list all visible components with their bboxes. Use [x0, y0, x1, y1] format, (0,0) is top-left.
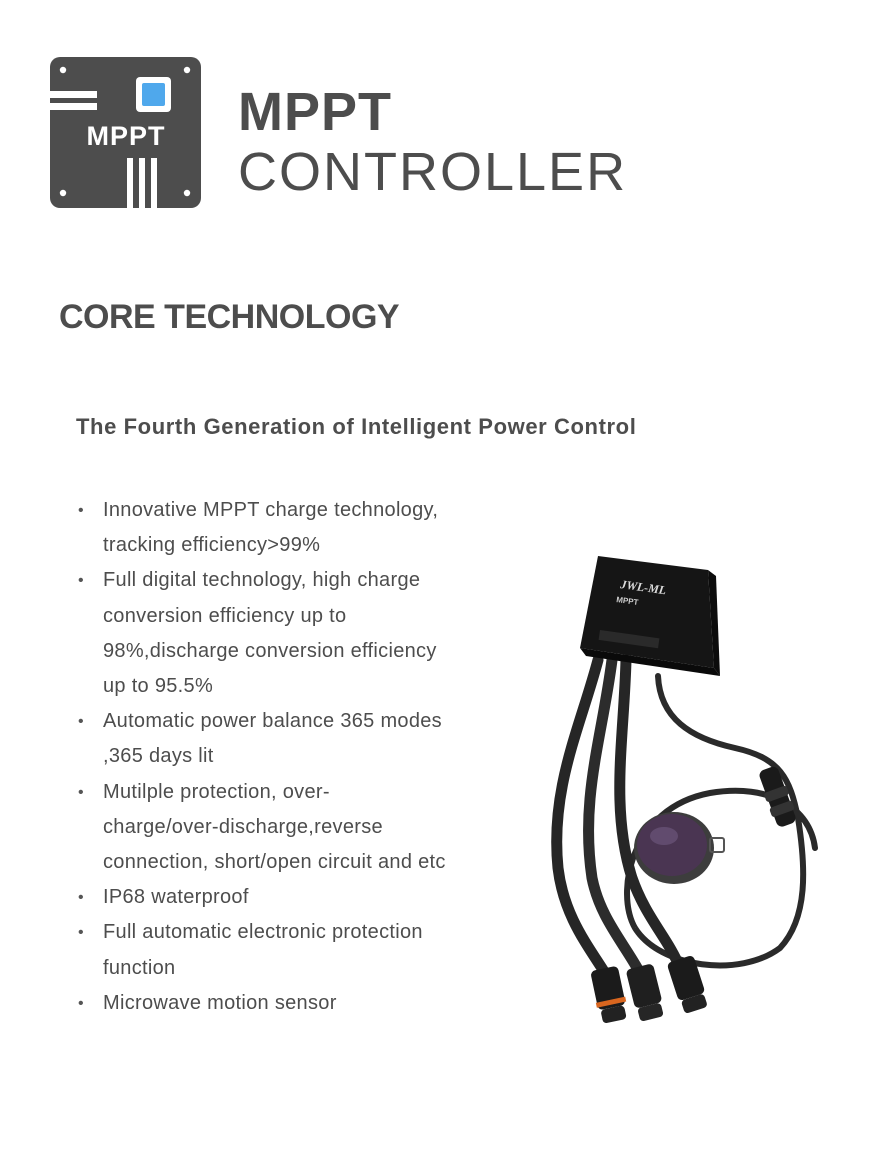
bullet-icon: •: [78, 783, 84, 801]
feature-item: [78, 493, 498, 563]
product-type-label: MPPT: [615, 595, 639, 608]
feature-line: function: [103, 956, 176, 979]
feature-line: IP68 waterproof: [103, 886, 249, 909]
feature-item: [78, 563, 498, 704]
title-line-2: CONTROLLER: [238, 142, 628, 202]
feature-line: Innovative MPPT charge technology,: [103, 499, 439, 521]
feature-line: Microwave motion sensor: [103, 991, 337, 1014]
bullet-icon: •: [78, 502, 84, 519]
section-subheading: The Fourth Generation of Intelligent Power Control: [76, 414, 637, 439]
page-title: [238, 82, 627, 202]
bullet-icon: •: [78, 924, 84, 942]
feature-line: tracking efficiency>99%: [103, 534, 321, 557]
bullet-icon: •: [78, 713, 84, 731]
feature-line: conversion efficiency up to: [103, 604, 347, 627]
feature-line: charge/over-discharge,reverse: [103, 815, 383, 838]
controller-product-image: [540, 548, 830, 1028]
feature-line: 98%,discharge conversion efficiency: [103, 639, 437, 662]
feature-item: [78, 775, 498, 881]
feature-list: [78, 493, 498, 1021]
product-model-label: JWL-ML: [619, 577, 668, 598]
feature-item: [78, 915, 498, 985]
bullet-icon: •: [78, 994, 84, 1012]
feature-item: [78, 880, 498, 915]
bullet-icon: •: [78, 572, 84, 590]
feature-line: Full digital technology, high charge: [103, 569, 421, 592]
feature-line: Mutilple protection, over-: [103, 780, 330, 803]
feature-line: connection, short/open circuit and etc: [103, 851, 446, 874]
logo-text: MPPT: [86, 121, 166, 151]
feature-item: [78, 704, 498, 774]
title-line-1: MPPT: [238, 82, 393, 142]
mppt-logo: [50, 57, 201, 208]
feature-line: Automatic power balance 365 modes: [103, 710, 442, 733]
bullet-icon: •: [78, 889, 84, 907]
feature-line: up to 95.5%: [103, 675, 214, 698]
feature-line: Full automatic electronic protection: [103, 921, 423, 944]
feature-line: ,365 days lit: [103, 745, 214, 768]
feature-item: [78, 986, 498, 1021]
section-heading: CORE TECHNOLOGY: [59, 298, 400, 336]
